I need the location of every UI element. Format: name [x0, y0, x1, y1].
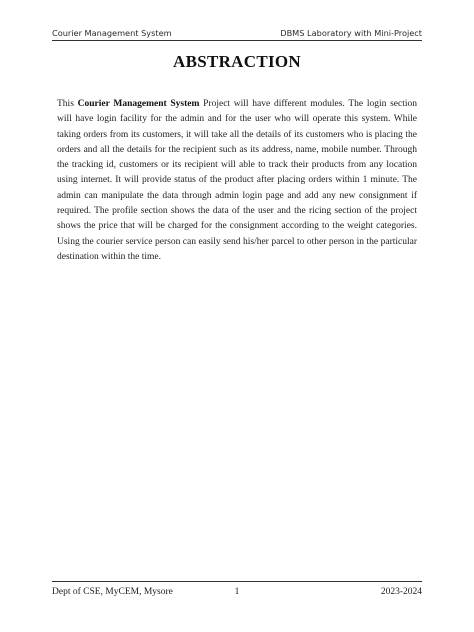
footer-divider	[52, 581, 422, 582]
abstract-text: Project will have different modules. The login section will have login facility for the admin and for the user who will operate this system. While taking orders from its customers, it will take all the details of its customers who is placing the orders and all the details for the recipient such as its address, name, mobile number. Through the tracking id, customers or its recipient will able to track their products from any location using internet. It will provide status of the product after placing orders within 1 minute. The admin can manipulate the data through admin login page and add any new consignment if required. The profile section shows the data of the user and the ricing section of the project shows the price that will be charged for the consignment according to the weight categories. Using the courier service person can easily send his/her parcel to other person in the particular destination within the time.	[57, 99, 417, 262]
page-footer	[52, 585, 422, 599]
abstract-paragraph	[57, 97, 417, 265]
header-left-title: Courier Management System	[52, 28, 172, 38]
footer-department: Dept of CSE, MyCEM, Mysore	[52, 587, 173, 597]
abstract-emphasis: Courier Management System	[77, 99, 200, 109]
page-header	[52, 26, 422, 40]
footer-academic-year: 2023-2024	[380, 587, 422, 597]
header-right-title: DBMS Laboratory with Mini-Project	[280, 28, 422, 38]
abstract-lead: This	[57, 99, 78, 109]
page-title: ABSTRACTION	[173, 52, 301, 71]
page-number: 1	[234, 587, 240, 597]
header-divider	[52, 40, 422, 41]
